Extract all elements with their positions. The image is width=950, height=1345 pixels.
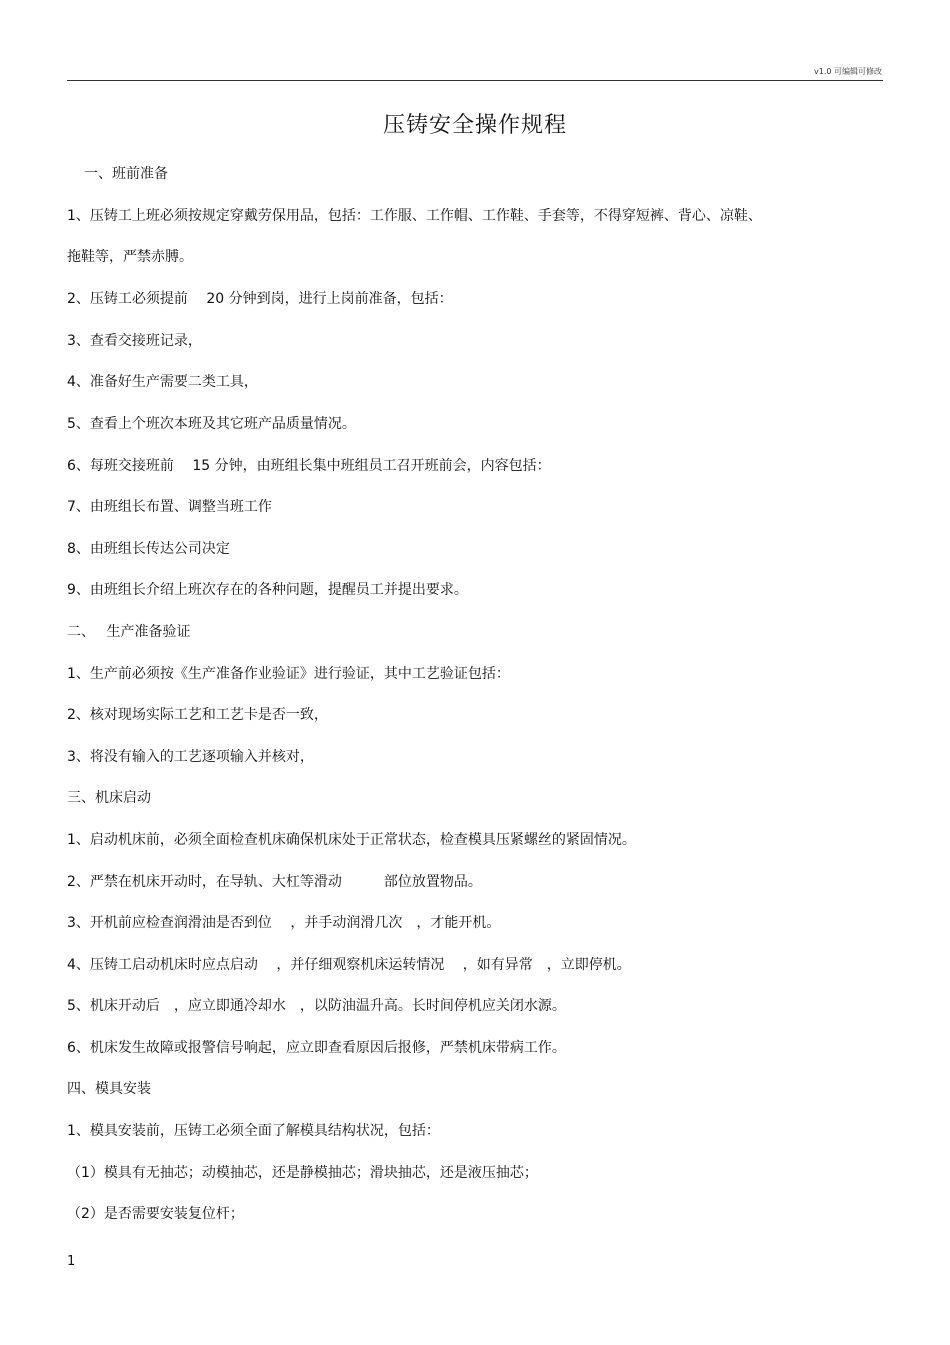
paragraph-line: 1、模具安装前，压铸工必须全面了解模具结构状况，包括： (67, 1123, 440, 1139)
paragraph-line: （1）模具有无抽芯；动模抽芯，还是静模抽芯；滑块抽芯，还是液压抽芯； (67, 1165, 538, 1181)
paragraph-line: 3、开机前应检查润滑油是否到位 ，并手动润滑几次 ，才能开机。 (67, 915, 501, 931)
document-title: 压铸安全操作规程 (382, 113, 567, 138)
header-rule (67, 80, 883, 81)
paragraph-line: 5、机床开动后 ，应立即通冷却水 ，以防油温升高。长时间停机应关闭水源。 (67, 998, 566, 1014)
paragraph-line: 1、启动机床前，必须全面检查机床确保机床处于正常状态，检查模具压紧螺丝的紧固情况。 (67, 832, 636, 848)
paragraph-line: 2、压铸工必须提前 20 分钟到岗，进行上岗前准备，包括： (67, 291, 453, 307)
paragraph-line: 3、查看交接班记录， (67, 333, 202, 349)
paragraph-line: 1、生产前必须按《生产准备作业验证》进行验证，其中工艺验证包括： (67, 666, 510, 682)
section-heading-verification: 二、 生产准备验证 (67, 624, 191, 640)
paragraph-line: 4、准备好生产需要二类工具， (67, 374, 258, 390)
paragraph-line: 6、每班交接班前 15 分钟，由班组长集中班组员工召开班前会，内容包括： (67, 458, 551, 474)
section-heading-mold-install: 四、模具安装 (67, 1081, 151, 1097)
paragraph-line: 1、压铸工上班必须按规定穿戴劳保用品，包括：工作服、工作帽、工作鞋、手套等，不得穿短裤、背心、凉鞋、 (67, 208, 762, 224)
paragraph-line: 3、将没有输入的工艺逐项输入并核对， (67, 749, 314, 765)
paragraph-line: 拖鞋等，严禁赤膊。 (67, 249, 193, 265)
paragraph-line: 2、核对现场实际工艺和工艺卡是否一致， (67, 707, 328, 723)
paragraph-line: 7、由班组长布置、调整当班工作 (67, 499, 272, 515)
section-heading-machine-start: 三、机床启动 (67, 790, 151, 806)
paragraph-line: （2）是否需要安装复位杆； (67, 1206, 244, 1222)
paragraph-line: 9、由班组长介绍上班次存在的各种问题，提醒员工并提出要求。 (67, 582, 468, 598)
paragraph-line: 2、严禁在机床开动时，在导轨、大杠等滑动 部位放置物品。 (67, 874, 482, 890)
header-note: v1.0 可编辑可修改 (814, 67, 882, 76)
paragraph-line: 5、查看上个班次本班及其它班产品质量情况。 (67, 416, 356, 432)
paragraph-line: 6、机床发生故障或报警信号响起，应立即查看原因后报修，严禁机床带病工作。 (67, 1040, 566, 1056)
page-number: 1 (67, 1254, 76, 1269)
section-heading-pre-shift: 一、班前准备 (84, 166, 168, 182)
paragraph-line: 8、由班组长传达公司决定 (67, 541, 230, 557)
paragraph-line: 4、压铸工启动机床时应点启动 ，并仔细观察机床运转情况 ，如有异常 ，立即停机。 (67, 957, 631, 973)
